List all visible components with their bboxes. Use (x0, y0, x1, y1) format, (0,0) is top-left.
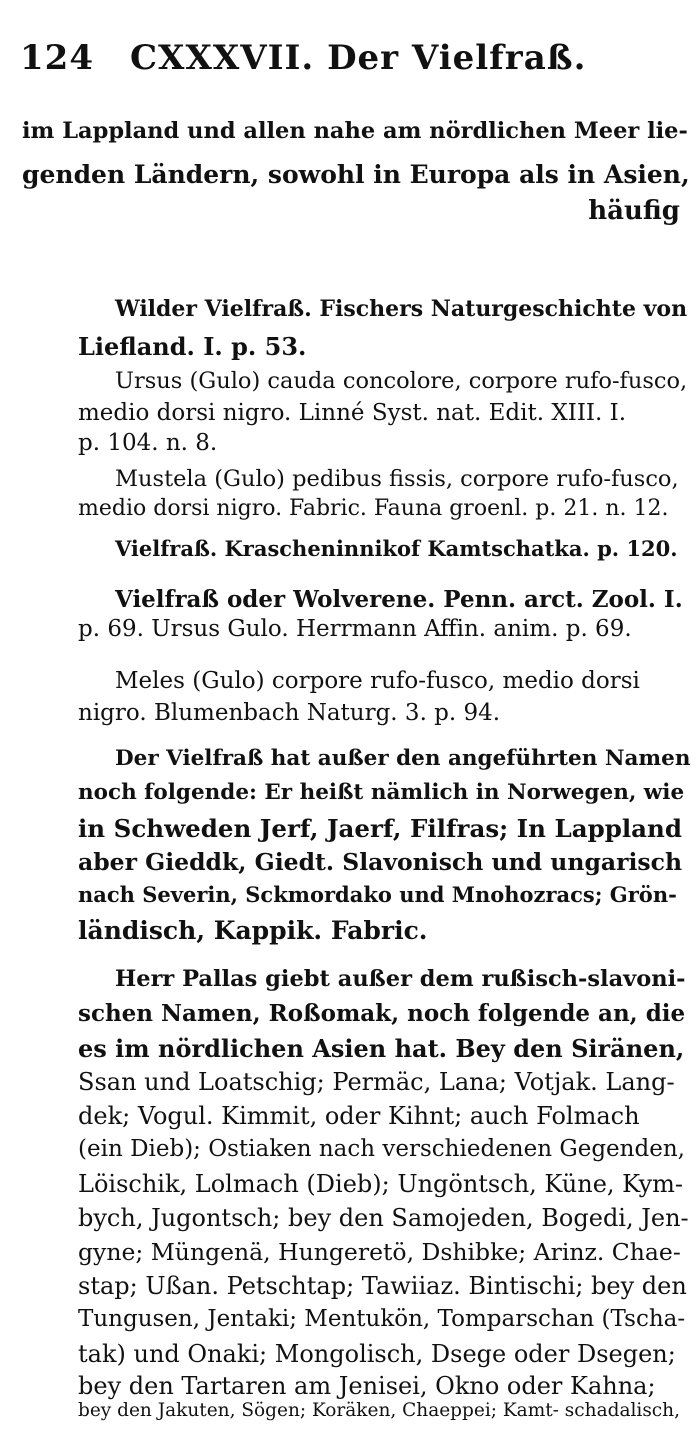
para-line: Ssan und Loatschig; Permäc, Lana; Votjak. Lang- (78, 1068, 675, 1096)
para-line: Der Vielfraß hat außer den angeführten Namen (115, 746, 691, 771)
synonym-line: nigro. Blumenbach Naturg. 3. p. 94. (78, 700, 501, 726)
synonym-line: Meles (Gulo) corpore rufo-fusco, medio dorsi (115, 668, 640, 694)
page-header (20, 38, 586, 78)
para-line: aber Gieddk, Giedt. Slavonisch und ungarisch (78, 848, 683, 876)
synonym-line: p. 69. Ursus Gulo. Herrmann Affin. anim. p. 69. (78, 616, 632, 642)
synonym-line: Mustela (Gulo) pedibus fissis, corpore rufo-fusco, (115, 466, 679, 492)
synonym-line: Vielfraß oder Wolverene. Penn. arct. Zool. I. (115, 586, 683, 613)
intro-line: im Lappland und allen nahe am nördlichen Meer lie- (22, 118, 688, 144)
para-line: stap; Ußan. Petschtap; Tawiiaz. Bintischi; bey den (78, 1272, 687, 1300)
para-line: noch folgende: Er heißt nämlich in Norwegen, wie (78, 780, 685, 805)
synonym-line: medio dorsi nigro. Fabric. Fauna groenl. p. 21. n. 12. (78, 496, 669, 521)
para-line: Tungusen, Jentaki; Mentukön, Tomparschan (Tscha- (78, 1306, 686, 1332)
para-line: (ein Dieb); Ostiaken nach verschiedenen Gegenden, (78, 1136, 685, 1162)
para-line: ländisch, Kappik. Fabric. (78, 916, 428, 945)
para-line: bey den Tartaren am Jenisei, Okno oder Kahna; (78, 1372, 656, 1400)
para-line: tak) und Onaki; Mongolisch, Dsege oder Dsegen; (78, 1340, 676, 1368)
synonym-line: Vielfraß. Krascheninnikof Kamtschatka. p. 120. (115, 536, 678, 561)
synonym-line: medio dorsi nigro. Linné Syst. nat. Edit. XIII. I. (78, 400, 627, 426)
intro-line: genden Ländern, sowohl in Europa als in Asien, (22, 160, 690, 189)
para-line: Löischik, Lolmach (Dieb); Ungöntsch, Küne, Kym- (78, 1170, 684, 1198)
synonym-line: p. 104. n. 8. (78, 430, 218, 456)
chapter-title: CXXXVII. Der Vielfraß. (130, 38, 587, 78)
para-line: nach Severin, Sckmordako und Mnohozracs; Grön- (78, 882, 677, 907)
para-line: in Schweden Jerf, Jaerf, Filfras; In Lappland (78, 814, 682, 843)
intro-line: häufig (588, 196, 680, 226)
para-line: schen Namen, Roßomak, noch folgende an, die (78, 1000, 686, 1027)
para-line: bych, Jugontsch; bey den Samojeden, Bogedi, Jen- (78, 1204, 689, 1232)
para-line: bey den Jakuten, Sögen; Koräken, Chaeppei; Kamt- schadalisch, (78, 1400, 680, 1421)
synonym-line: Wilder Vielfraß. Fischers Naturgeschichte von (115, 296, 688, 322)
synonym-line: Liefland. I. p. 53. (78, 332, 307, 361)
synonym-line: Ursus (Gulo) cauda concolore, corpore rufo-fusco, (115, 368, 688, 394)
page-number: 124 (20, 38, 94, 78)
para-line: dek; Vogul. Kimmit, oder Kihnt; auch Folmach (78, 1102, 640, 1130)
para-line: Herr Pallas giebt außer dem rußisch-slavoni- (115, 966, 686, 992)
para-line: es im nördlichen Asien hat. Bey den Siränen, (78, 1034, 685, 1063)
para-line: gyne; Müngenä, Hungeretö, Dshibke; Arinz. Chae- (78, 1238, 681, 1266)
